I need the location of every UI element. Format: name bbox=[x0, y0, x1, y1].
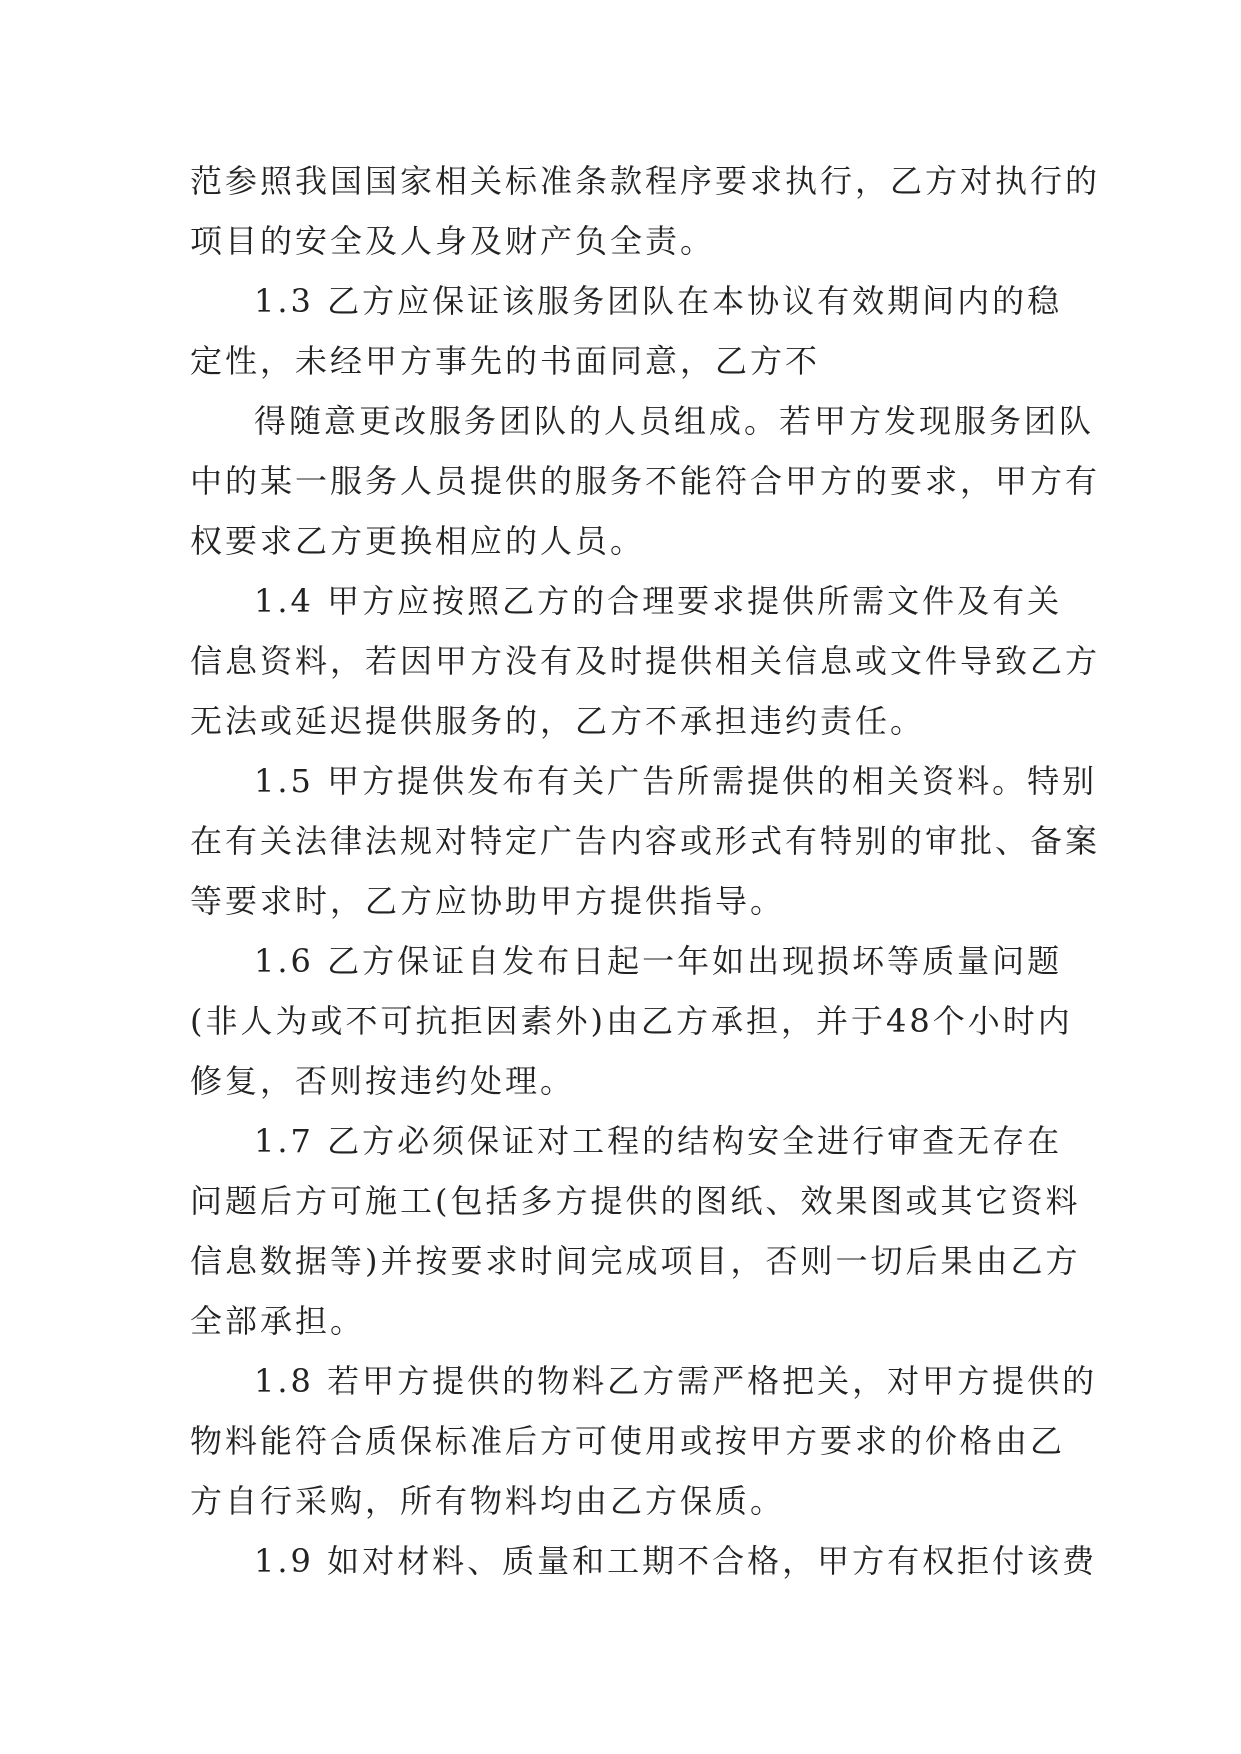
text-line: 问题后方可施工(包括多方提供的图纸、效果图或其它资料 bbox=[190, 1182, 1081, 1220]
text-line: 1.6 乙方保证自发布日起一年如出现损坏等质量问题 bbox=[254, 942, 1063, 980]
text-line: 范参照我国国家相关标准条款程序要求执行，乙方对执行的 bbox=[190, 162, 1101, 200]
text-line: 中的某一服务人员提供的服务不能符合甲方的要求，甲方有 bbox=[190, 462, 1101, 500]
text-line: 1.8 若甲方提供的物料乙方需严格把关，对甲方提供的 bbox=[254, 1362, 1098, 1400]
text-line: 方自行采购，所有物料均由乙方保质。 bbox=[190, 1482, 786, 1520]
text-line: 权要求乙方更换相应的人员。 bbox=[190, 522, 646, 560]
text-line: 物料能符合质保标准后方可使用或按甲方要求的价格由乙 bbox=[190, 1422, 1066, 1460]
text-line: 1.5 甲方提供发布有关广告所需提供的相关资料。特别 bbox=[254, 762, 1098, 800]
text-line: 修复，否则按违约处理。 bbox=[190, 1062, 576, 1100]
text-line: 项目的安全及人身及财产负全责。 bbox=[190, 222, 716, 260]
text-line: (非人为或不可抗拒因素外)由乙方承担，并于48个小时内 bbox=[190, 1002, 1073, 1040]
text-line: 信息资料，若因甲方没有及时提供相关信息或文件导致乙方 bbox=[190, 642, 1101, 680]
text-line: 全部承担。 bbox=[190, 1302, 366, 1340]
text-line: 1.9 如对材料、质量和工期不合格，甲方有权拒付该费 bbox=[254, 1542, 1098, 1580]
text-line: 1.4 甲方应按照乙方的合理要求提供所需文件及有关 bbox=[254, 582, 1063, 620]
text-line: 在有关法律法规对特定广告内容或形式有特别的审批、备案 bbox=[190, 822, 1101, 860]
text-line: 无法或延迟提供服务的，乙方不承担违约责任。 bbox=[190, 702, 926, 740]
text-line: 信息数据等)并按要求时间完成项目，否则一切后果由乙方 bbox=[190, 1242, 1081, 1280]
text-line: 等要求时，乙方应协助甲方提供指导。 bbox=[190, 882, 786, 920]
text-line: 定性，未经甲方事先的书面同意，乙方不 bbox=[190, 342, 821, 380]
text-line: 1.7 乙方必须保证对工程的结构安全进行审查无存在 bbox=[254, 1122, 1063, 1160]
text-line: 得随意更改服务团队的人员组成。若甲方发现服务团队 bbox=[254, 402, 1095, 440]
text-line: 1.3 乙方应保证该服务团队在本协议有效期间内的稳 bbox=[254, 282, 1063, 320]
